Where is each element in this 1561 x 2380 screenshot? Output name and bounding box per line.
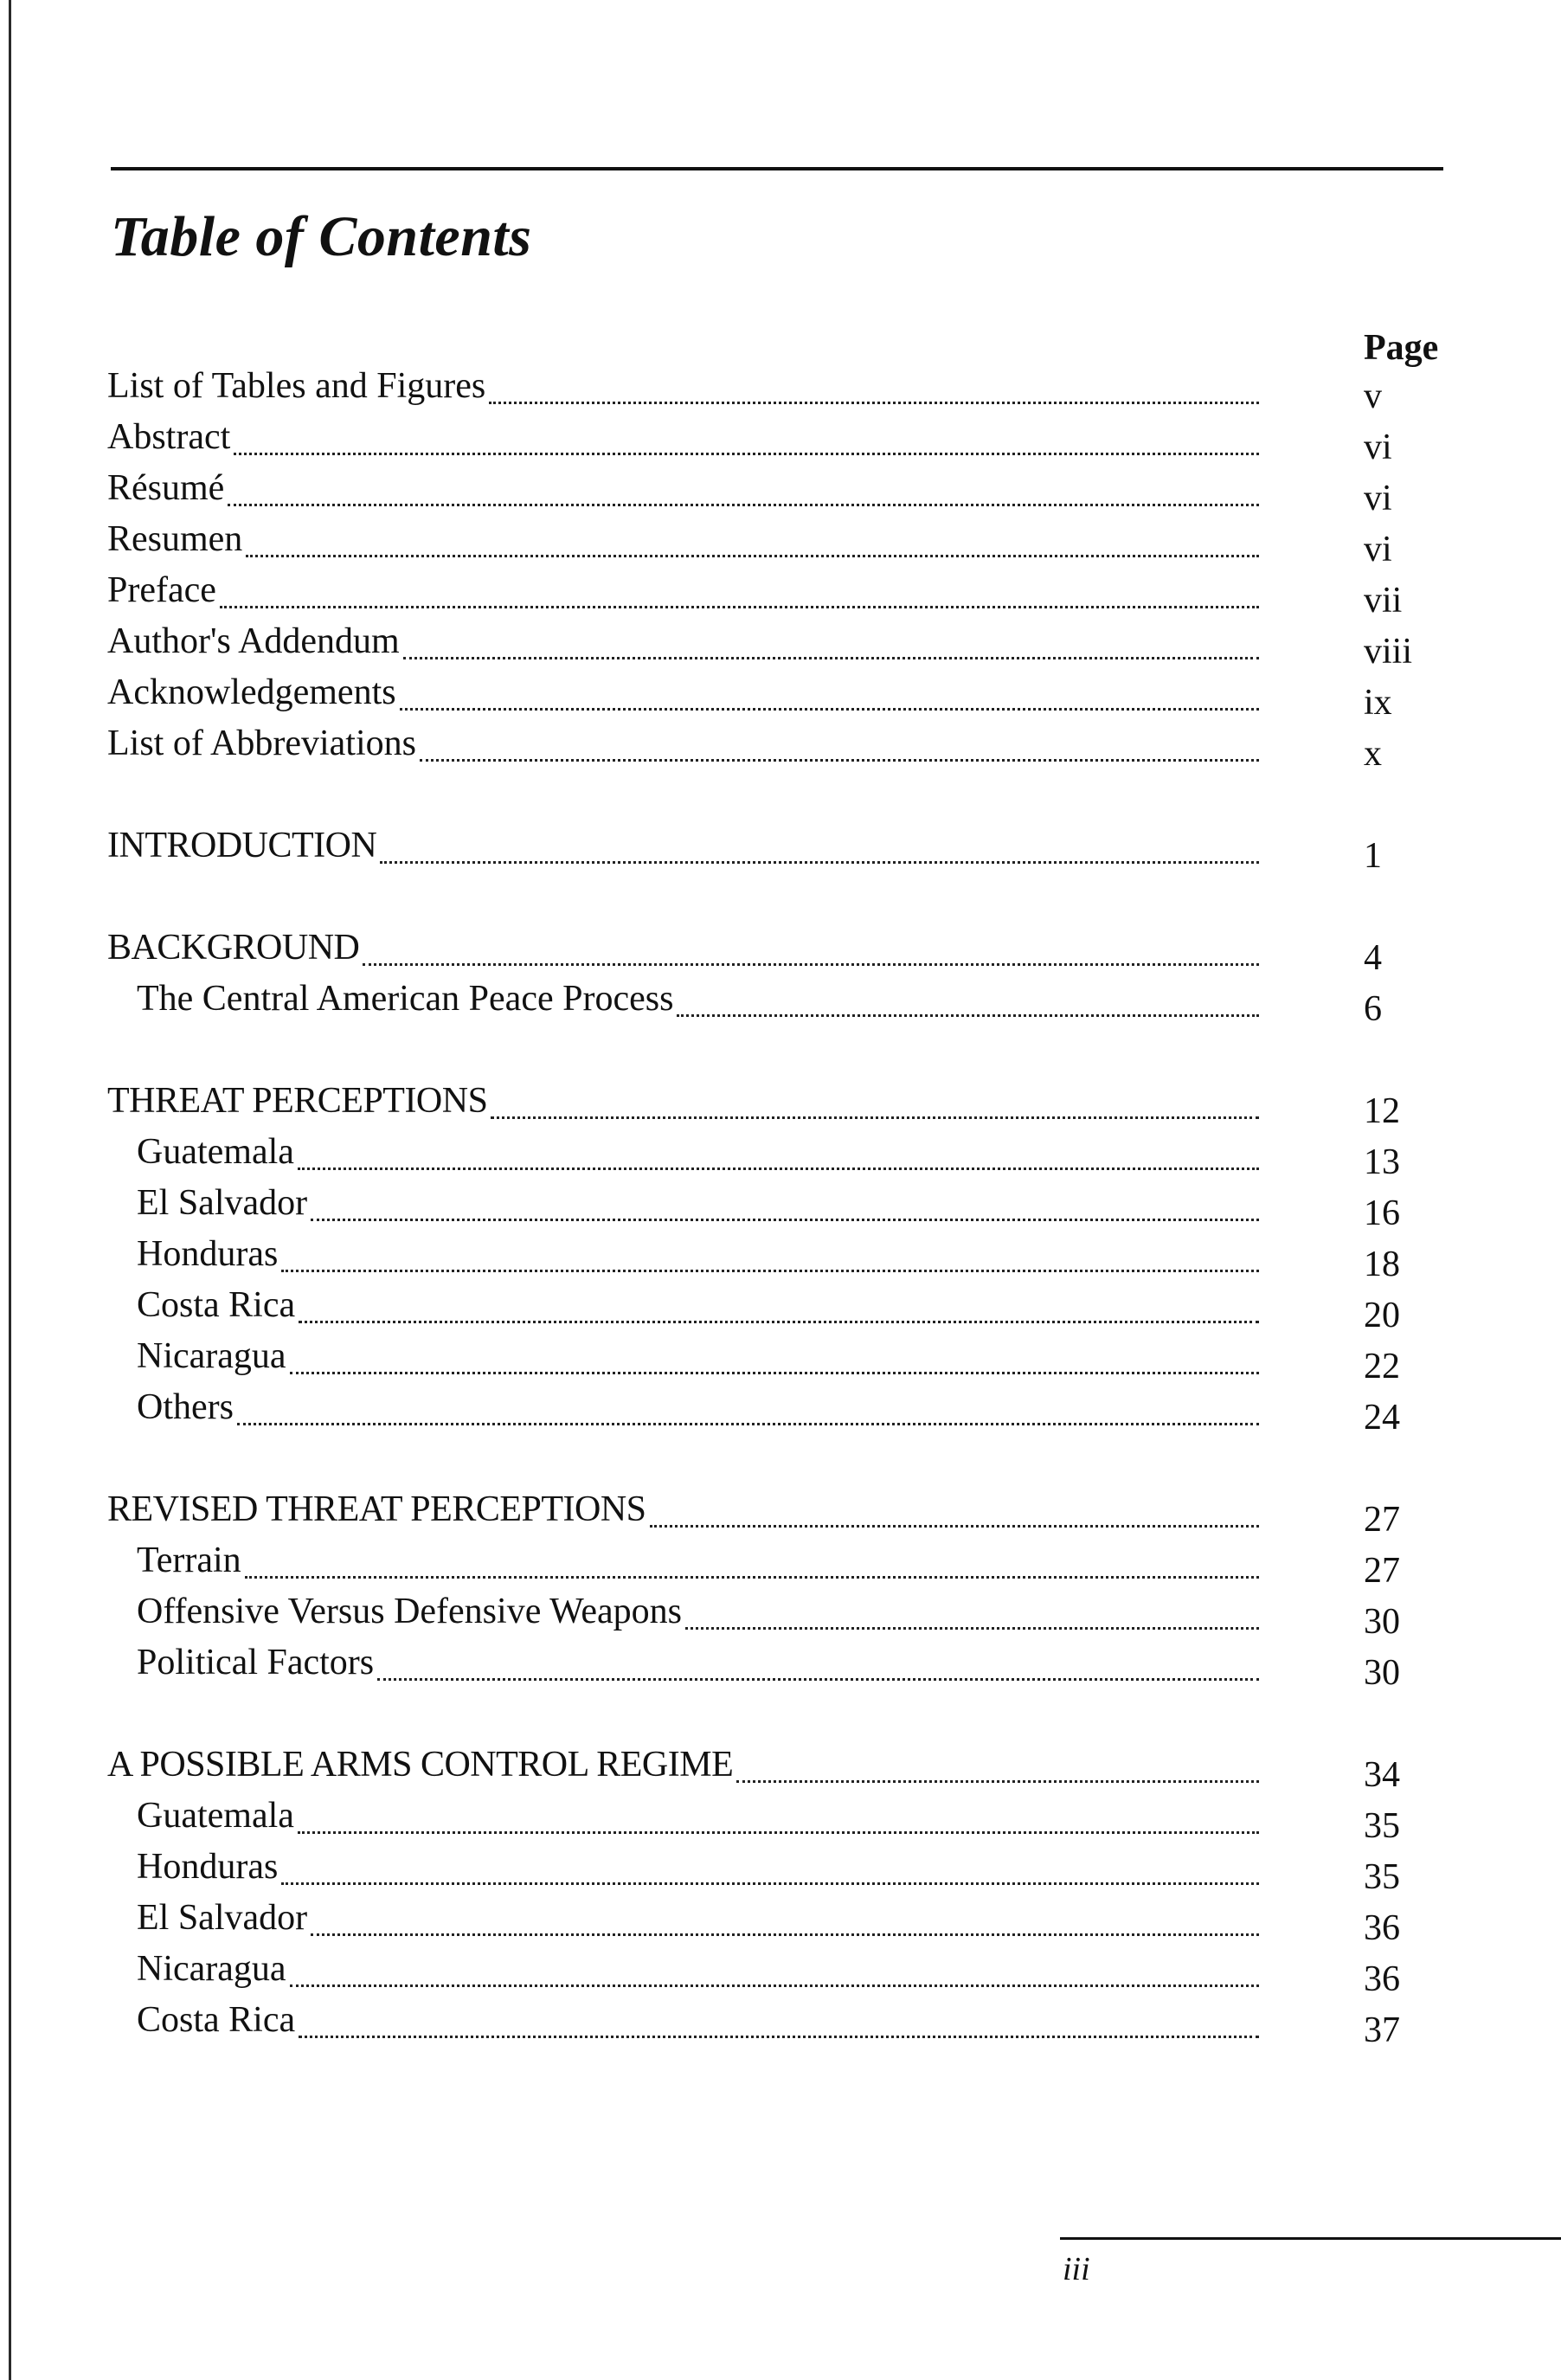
toc-entry-label: Honduras [137,1847,279,1887]
toc-page-number: 35 [1364,1857,1400,1897]
dot-leader [299,2023,1259,2038]
dot-leader [246,543,1259,557]
dot-leader [290,1360,1259,1374]
toc-page-number: 18 [1364,1245,1400,1284]
dot-leader [237,1411,1259,1425]
toc-page-number: 35 [1364,1806,1400,1846]
toc-entry-label: Guatemala [137,1796,294,1836]
toc-page-number: vi [1364,479,1392,518]
toc-entry[interactable] [137,1894,1259,1942]
dot-leader [377,1666,1259,1681]
toc-entry[interactable] [107,413,1259,461]
toc-page-number: ix [1364,683,1392,723]
toc-section-heading[interactable] [107,1485,1259,1534]
dot-leader [281,1870,1259,1885]
toc-entry[interactable] [107,668,1259,717]
toc-entry[interactable] [107,464,1259,512]
toc-page-number: x [1364,734,1382,774]
toc-entry-label: List of Tables and Figures [107,366,486,406]
toc-page-number: 6 [1364,989,1382,1029]
toc-entry[interactable] [137,975,1259,1023]
dot-leader [489,389,1259,404]
dot-leader [228,492,1259,506]
dot-leader [311,1921,1259,1936]
toc-entry-label: Guatemala [137,1132,294,1172]
toc-entry[interactable] [137,1791,1259,1840]
dot-leader [281,1258,1259,1272]
toc-page-number: 24 [1364,1398,1400,1438]
dot-leader [736,1768,1259,1783]
toc-page-number: 27 [1364,1551,1400,1591]
toc-page-number: 1 [1364,836,1382,876]
dot-leader [420,747,1259,762]
dot-leader [363,951,1259,966]
toc-entry-label: INTRODUCTION [107,826,377,865]
toc-page-number: 36 [1364,1959,1400,1999]
toc-page-number: v [1364,376,1382,416]
dot-leader [380,849,1259,864]
toc-entry[interactable] [137,1843,1259,1891]
toc-entry-label: Author's Addendum [107,621,400,661]
dot-leader [220,594,1259,608]
toc-entry-label: Political Factors [137,1643,375,1682]
toc-entry[interactable] [137,1230,1259,1278]
toc-entry[interactable] [137,1281,1259,1329]
toc-page-number: 27 [1364,1500,1400,1540]
dot-leader [677,1002,1259,1017]
toc-entry-label: List of Abbreviations [107,724,416,763]
toc-section-heading[interactable] [107,923,1259,972]
page-number: iii [1063,2251,1090,2287]
toc-page-number: 12 [1364,1091,1400,1131]
dot-leader [650,1513,1259,1528]
toc-page-number: 37 [1364,2010,1400,2050]
toc-page-number: 22 [1364,1347,1400,1386]
toc-entry-label: THREAT PERCEPTIONS [107,1081,488,1121]
toc-entry-label: Costa Rica [137,1285,296,1325]
toc-page-number: vii [1364,581,1403,621]
toc-entry[interactable] [137,1179,1259,1227]
toc-entry[interactable] [137,1128,1259,1176]
toc-section-heading[interactable] [107,1077,1259,1125]
toc-entry[interactable] [107,566,1259,614]
toc-entry[interactable] [137,1536,1259,1585]
toc-page-number: vi [1364,428,1392,467]
dot-leader [298,1819,1259,1834]
toc-page-number: 4 [1364,938,1382,978]
toc-entry[interactable] [107,515,1259,563]
toc-page-number: 34 [1364,1755,1400,1795]
page-column-header: Page [1364,328,1439,368]
toc-entry[interactable] [107,362,1259,410]
toc-entry[interactable] [137,1587,1259,1636]
toc-page-number: 30 [1364,1653,1400,1693]
dot-leader [299,1309,1259,1323]
toc-entry-label: Terrain [137,1541,241,1580]
toc-entry[interactable] [137,1638,1259,1687]
bottom-rule [1060,2237,1561,2240]
toc-page-number: 36 [1364,1908,1400,1948]
toc-entry-label: Acknowledgements [107,672,396,712]
dot-leader [290,1972,1259,1987]
toc-entry-label: Abstract [107,417,231,457]
page-title: Table of Contents [111,205,532,268]
dot-leader [400,696,1259,711]
toc-entry-label: Résumé [107,468,225,508]
toc-entry-label: Nicaragua [137,1949,286,1989]
toc-page-number: viii [1364,632,1413,672]
toc-entry-label: Nicaragua [137,1336,286,1376]
toc-entry[interactable] [137,1383,1259,1431]
toc-page-number: vi [1364,530,1392,569]
toc-entry-label: BACKGROUND [107,928,360,968]
toc-entry[interactable] [137,1332,1259,1380]
toc-page-number: 13 [1364,1142,1400,1182]
toc-entry[interactable] [137,1945,1259,1993]
dot-leader [685,1615,1259,1630]
dot-leader [234,441,1259,455]
toc-entry-label: Honduras [137,1234,279,1274]
toc-entry-label: A POSSIBLE ARMS CONTROL REGIME [107,1745,734,1785]
toc-entry[interactable] [107,719,1259,768]
dot-leader [311,1206,1259,1221]
dot-leader [491,1104,1259,1119]
toc-page-number: 16 [1364,1193,1400,1233]
toc-entry-label: Offensive Versus Defensive Weapons [137,1592,682,1631]
toc-entry-label: Preface [107,570,216,610]
toc-entry-label: Others [137,1387,234,1427]
dot-leader [403,645,1259,659]
toc-entry-label: Resumen [107,519,243,559]
toc-entry-label: El Salvador [137,1183,308,1223]
toc-section-heading[interactable] [107,1740,1259,1789]
toc-entry-label: El Salvador [137,1898,308,1938]
toc-entry-label: Costa Rica [137,2000,296,2040]
toc-entry-label: REVISED THREAT PERCEPTIONS [107,1489,646,1529]
toc-section-heading[interactable] [107,821,1259,870]
toc-page-number: 20 [1364,1296,1400,1335]
toc-entry[interactable] [107,617,1259,666]
toc-entry-label: The Central American Peace Process [137,979,674,1019]
dot-leader [245,1564,1259,1579]
toc-page-number: 30 [1364,1602,1400,1642]
toc-entry[interactable] [137,1996,1259,2044]
dot-leader [298,1155,1259,1170]
